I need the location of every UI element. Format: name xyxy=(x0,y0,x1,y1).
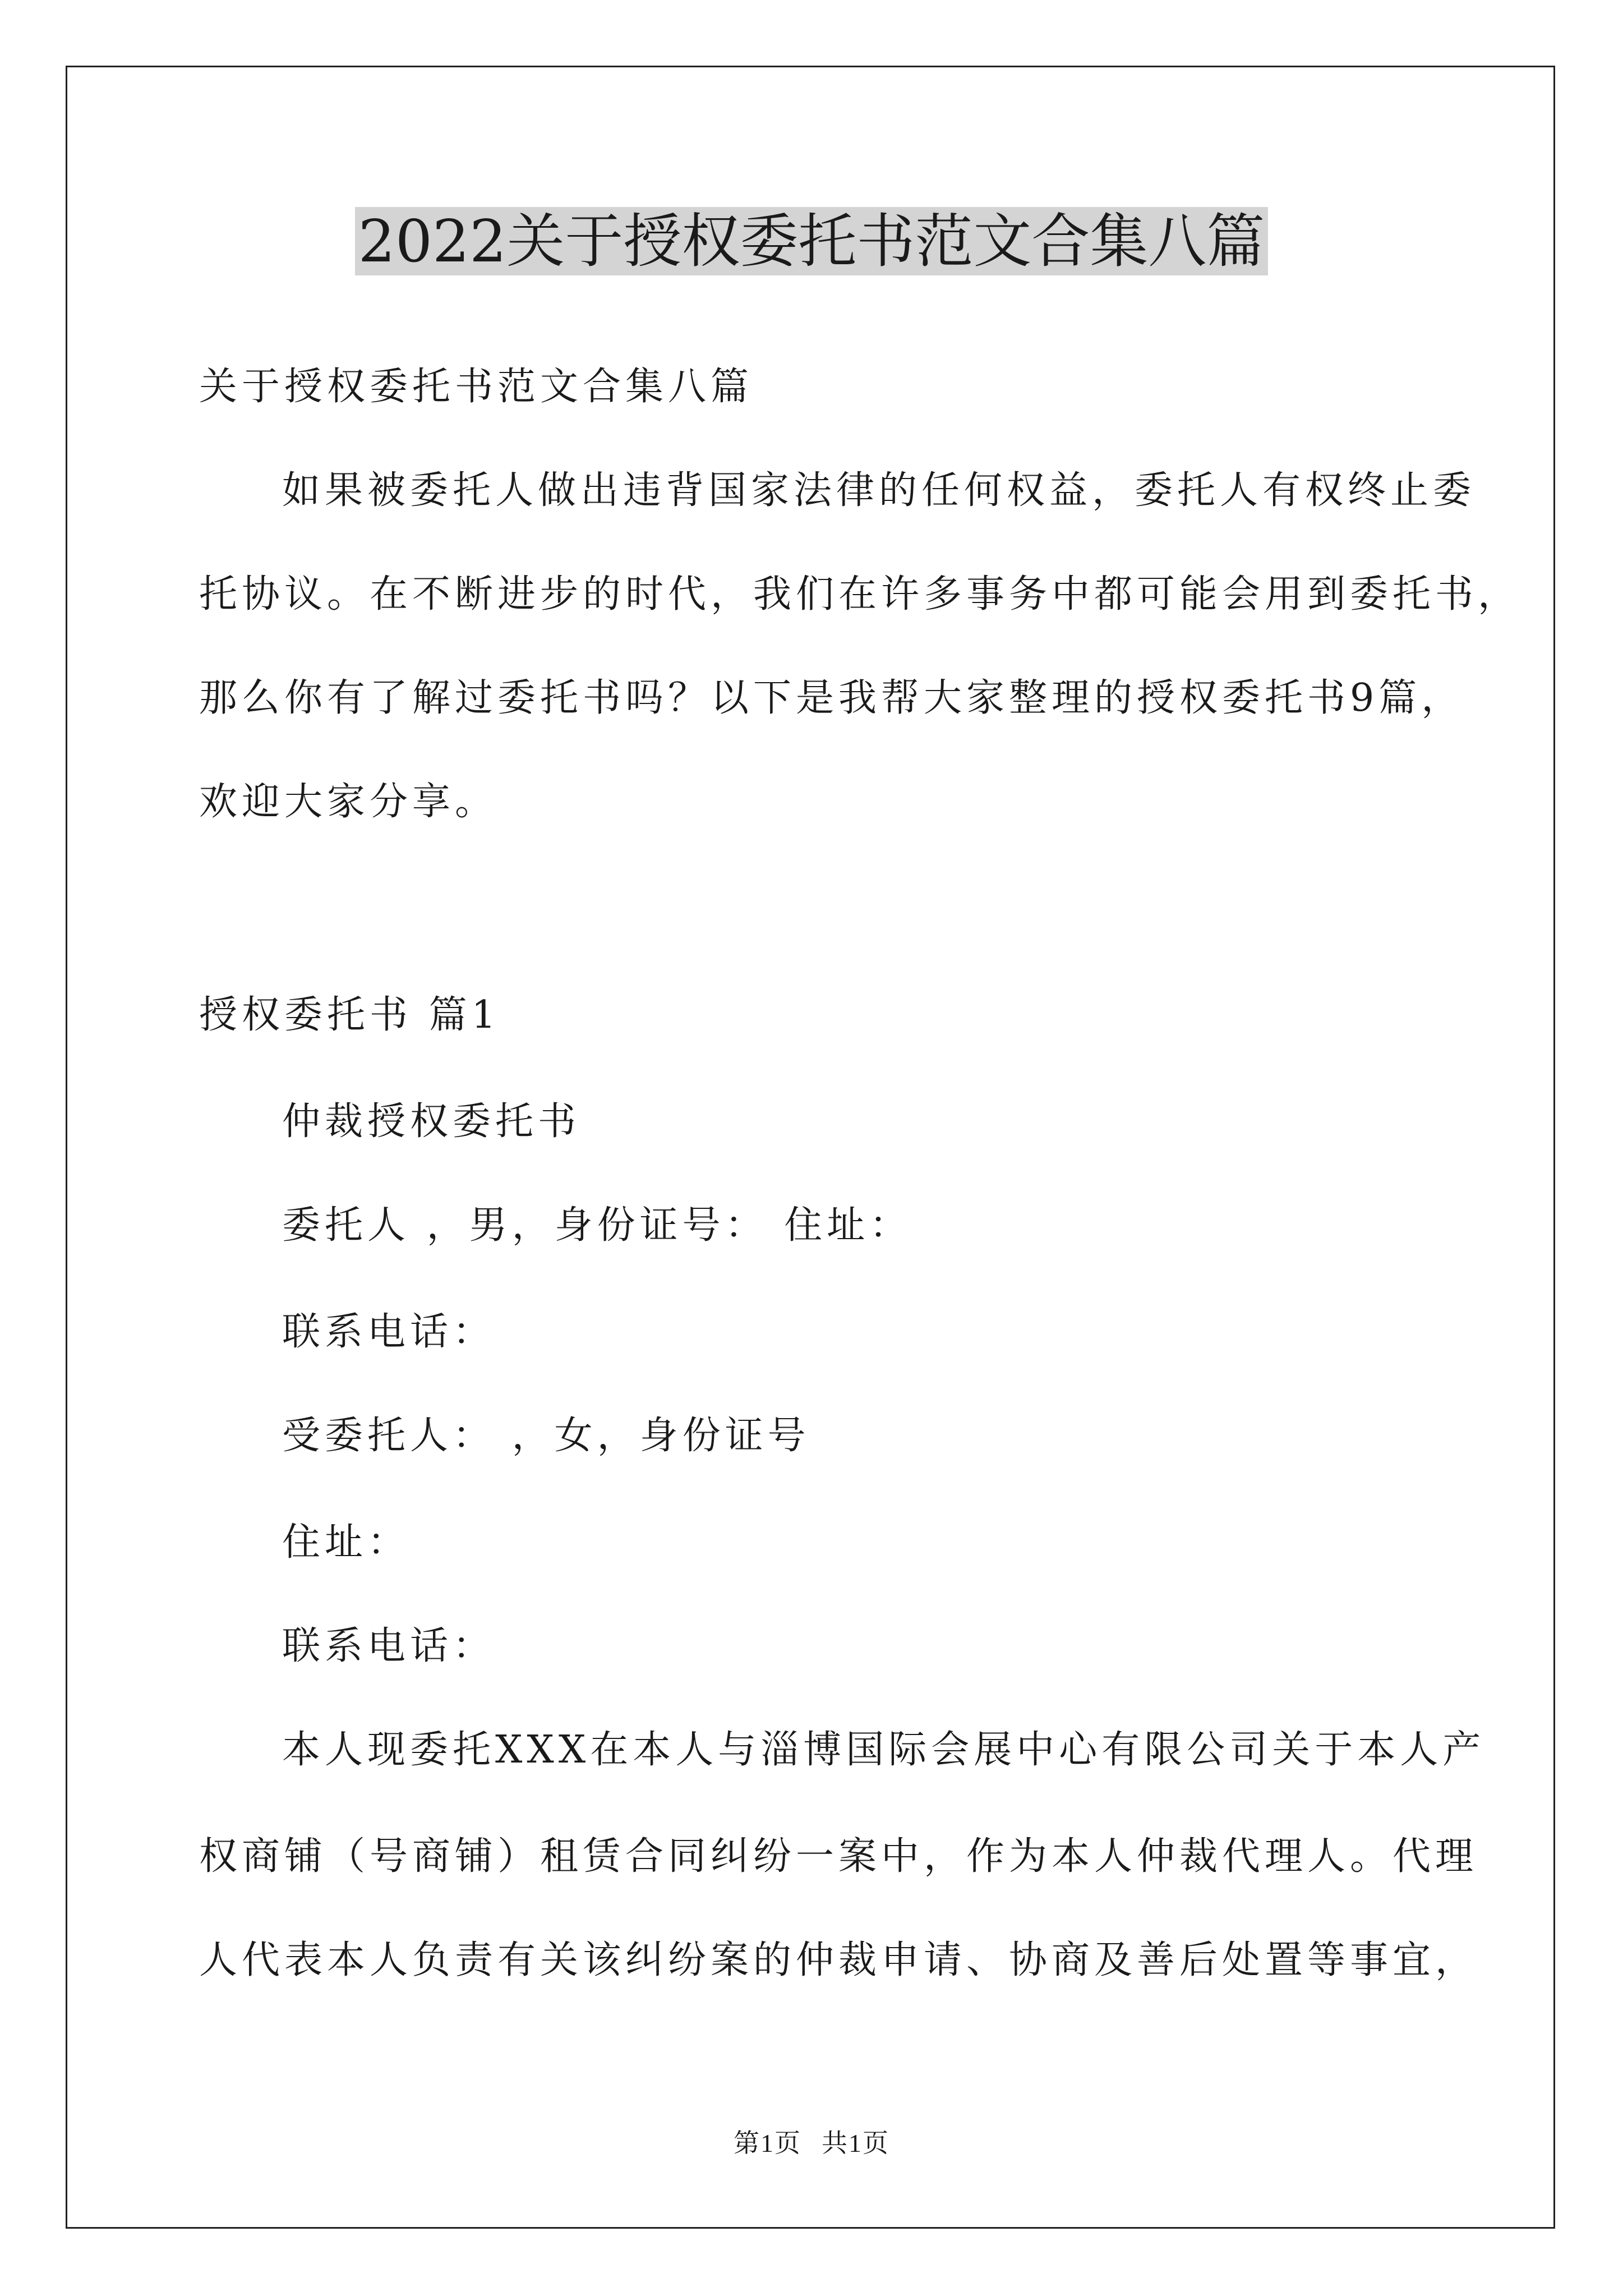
paragraph-line-3: 人代表本人负责有关该纠纷案的仲裁申请、协商及善后处置等事宜， xyxy=(199,1938,1478,1982)
page-number: 第1页 xyxy=(734,2129,801,2157)
document-title-text: 2022关于授权委托书范文合集八篇 xyxy=(355,207,1269,275)
section-line-2: 委托人 ，男，身份证号： 住址： xyxy=(282,1203,912,1248)
intro-line-3: 那么你有了解过委托书吗？以下是我帮大家整理的授权委托书9篇， xyxy=(199,676,1464,720)
document-subtitle: 关于授权委托书范文合集八篇 xyxy=(199,365,754,409)
intro-line-4: 欢迎大家分享。 xyxy=(199,780,498,824)
document-title xyxy=(0,199,1623,283)
section-line-1: 仲裁授权委托书 xyxy=(282,1099,581,1144)
paragraph-line-1: 本人现委托XXX在本人与淄博国际会展中心有限公司关于本人产 xyxy=(282,1728,1486,1772)
intro-line-2: 托协议。在不断进步的时代，我们在许多事务中都可能会用到委托书， xyxy=(199,572,1521,616)
section-line-4: 受委托人： ，女，身份证号 xyxy=(282,1414,810,1458)
intro-line-1: 如果被委托人做出违背国家法律的任何权益，委托人有权终止委 xyxy=(282,468,1476,513)
section-line-6: 联系电话： xyxy=(282,1624,496,1668)
page-footer xyxy=(0,2123,1623,2160)
section-line-3: 联系电话： xyxy=(282,1310,496,1354)
section-heading: 授权委托书 篇1 xyxy=(199,993,500,1037)
page-total: 共1页 xyxy=(822,2129,889,2157)
paragraph-line-2: 权商铺（号商铺）租赁合同纠纷一案中，作为本人仲裁代理人。代理 xyxy=(199,1834,1478,1879)
section-line-5: 住址： xyxy=(282,1520,411,1565)
